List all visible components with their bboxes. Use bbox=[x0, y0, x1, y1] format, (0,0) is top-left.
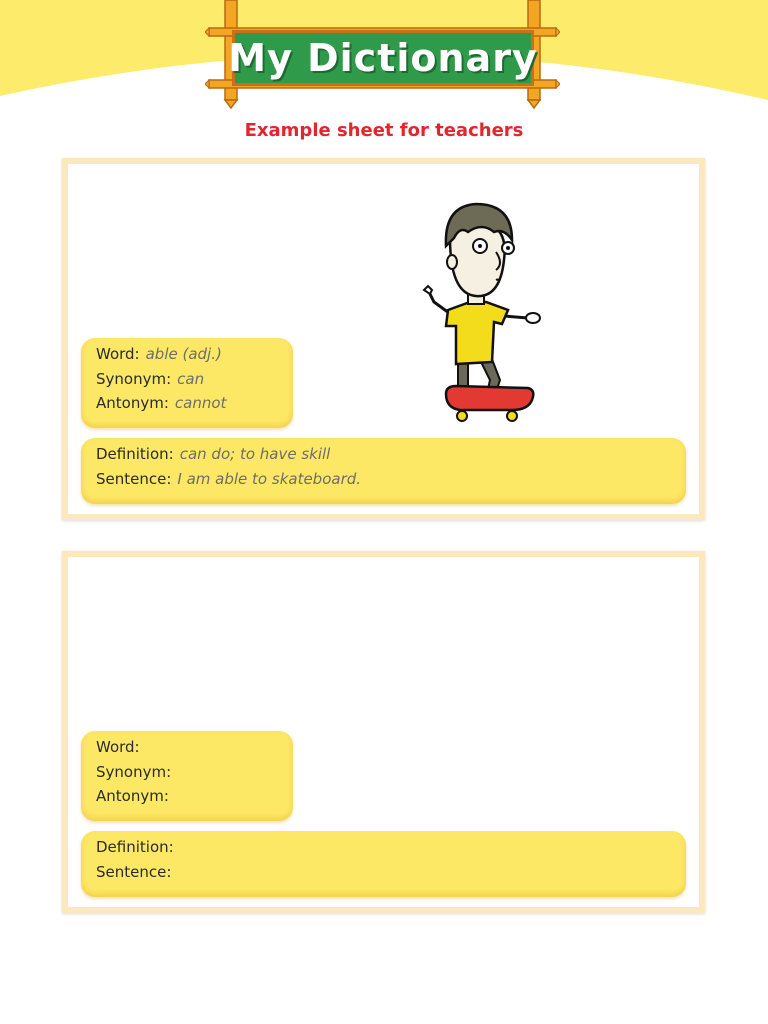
dictionary-card-blank bbox=[62, 551, 705, 913]
definition-box bbox=[81, 438, 686, 504]
definition-row bbox=[96, 835, 686, 860]
sentence-row bbox=[96, 467, 686, 492]
antonym-row bbox=[96, 391, 293, 416]
sentence-value: I am able to skateboard. bbox=[177, 469, 362, 488]
word-row bbox=[96, 342, 293, 367]
definition-value: can do; to have skill bbox=[179, 445, 331, 463]
word-info-box bbox=[81, 338, 293, 428]
word-value: able (adj.) bbox=[145, 345, 222, 363]
synonym-label: Synonym: bbox=[96, 369, 172, 388]
synonym-label: Synonym: bbox=[96, 762, 172, 781]
antonym-row bbox=[96, 784, 293, 809]
sentence-label: Sentence: bbox=[96, 862, 172, 881]
boy-skateboard-icon bbox=[416, 198, 546, 424]
word-label: Word: bbox=[96, 345, 140, 363]
page-title: My Dictionary bbox=[228, 36, 538, 80]
synonym-value: can bbox=[177, 369, 205, 388]
antonym-label: Antonym: bbox=[96, 787, 169, 805]
page-subtitle: Example sheet for teachers bbox=[244, 120, 524, 141]
synonym-row bbox=[96, 760, 293, 785]
dictionary-card-example bbox=[62, 158, 705, 520]
synonym-row bbox=[96, 367, 293, 392]
antonym-label: Antonym: bbox=[96, 394, 169, 412]
word-row bbox=[96, 735, 293, 760]
definition-label: Definition: bbox=[96, 838, 174, 856]
antonym-value: cannot bbox=[174, 394, 227, 412]
sentence-label: Sentence: bbox=[96, 469, 172, 488]
sentence-row bbox=[96, 860, 686, 885]
title-sign bbox=[205, 0, 560, 110]
title-board bbox=[228, 30, 538, 86]
definition-label: Definition: bbox=[96, 445, 174, 463]
definition-row bbox=[96, 442, 686, 467]
word-label: Word: bbox=[96, 738, 140, 756]
definition-box bbox=[81, 831, 686, 897]
word-info-box bbox=[81, 731, 293, 821]
